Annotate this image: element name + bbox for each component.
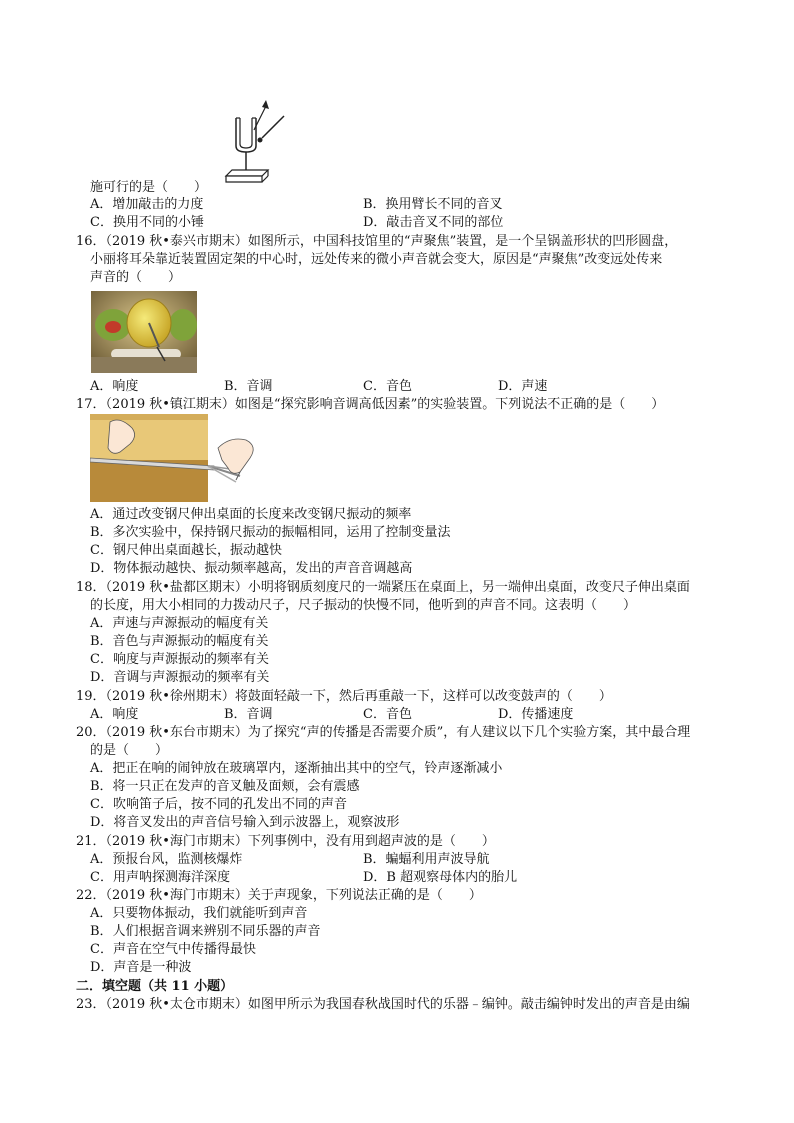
q20-option-a[interactable]: A．把正在响的闹钟放在玻璃罩内，逐渐抽出其中的空气，铃声逐渐减小 (90, 761, 503, 776)
q20-option-c[interactable]: C．吹响笛子后，按不同的孔发出不同的声音 (90, 797, 347, 812)
q16-option-c[interactable]: C．音色 (363, 379, 412, 394)
q21-option-d[interactable]: D．B 超观察母体内的胎儿 (363, 870, 518, 885)
q18-option-a[interactable]: A．声速与声源振动的幅度有关 (90, 616, 269, 631)
q16-stem-line2: 小丽将耳朵靠近装置固定架的中心时，远处传来的微小声音就会变大，原因是“声聚焦”改变远处传来 (90, 252, 663, 267)
q22-option-b[interactable]: B．人们根据音调来辨别不同乐器的声音 (90, 924, 321, 939)
q15-option-d[interactable]: D．敲击音叉不同的部位 (363, 215, 504, 230)
q20-stem-line2: 的是（ ） (90, 743, 169, 758)
q15-option-a[interactable]: A．增加敲击的力度 (90, 197, 204, 212)
q15-option-b[interactable]: B．换用臂长不同的音叉 (363, 197, 503, 212)
q18-option-d[interactable]: D．音调与声源振动的频率有关 (90, 670, 270, 685)
q23-stem-line1: 23．（2019 秋•太仓市期末）如图甲所示为我国春秋战国时代的乐器﹣编钟。敲击编钟时发出的声音是由编 (76, 997, 690, 1012)
q17-option-b[interactable]: B．多次实验中，保持钢尺振动的振幅相同，运用了控制变量法 (90, 525, 451, 540)
q16-option-b[interactable]: B．音调 (224, 379, 273, 394)
q15-option-c[interactable]: C．换用不同的小锤 (90, 215, 204, 230)
q21-option-b[interactable]: B．蝙蝠利用声波导航 (363, 852, 490, 867)
q16-option-a[interactable]: A．响度 (90, 379, 139, 394)
q15-stem-end: 施可行的是（ ） (90, 180, 208, 195)
q17-option-d[interactable]: D．物体振动越快、振动频率越高，发出的声音音调越高 (90, 561, 413, 576)
section-title-fill-in: 二．填空题（共 11 小题） (76, 979, 234, 994)
q19-option-a[interactable]: A．响度 (90, 707, 139, 722)
q19-option-d[interactable]: D．传播速度 (498, 707, 574, 722)
q16-option-d[interactable]: D．声速 (498, 379, 548, 394)
q16-stem-line3: 声音的（ ） (90, 270, 182, 285)
sound-focus-dish-photo (91, 291, 197, 373)
q22-stem-line1: 22．（2019 秋•海门市期末）关于声现象，下列说法正确的是（ ） (76, 888, 482, 903)
q20-option-d[interactable]: D．将音叉发出的声音信号输入到示波器上，观察波形 (90, 815, 400, 830)
q19-stem-line1: 19．（2019 秋•徐州期末）将鼓面轻敲一下，然后再重敲一下，这样可以改变鼓声的（ ） (76, 689, 612, 704)
q21-option-a[interactable]: A．预报台风，监测核爆炸 (90, 852, 243, 867)
q19-option-b[interactable]: B．音调 (224, 707, 273, 722)
q18-stem-line1: 18．（2019 秋•盐都区期末）小明将钢质刻度尺的一端紧压在桌面上，另一端伸出桌面，改变尺子伸出桌面 (76, 580, 690, 595)
q21-stem-line1: 21．（2019 秋•海门市期末）下列事例中，没有用到超声波的是（ ） (76, 834, 495, 849)
steel-ruler-experiment-figure (90, 414, 262, 502)
q17-option-a[interactable]: A．通过改变钢尺伸出桌面的长度来改变钢尺振动的频率 (90, 507, 412, 522)
q22-option-c[interactable]: C．声音在空气中传播得最快 (90, 942, 256, 957)
q18-option-c[interactable]: C．响度与声源振动的频率有关 (90, 652, 269, 667)
q21-option-c[interactable]: C．用声呐探测海洋深度 (90, 870, 230, 885)
q22-option-a[interactable]: A．只要物体振动，我们就能听到声音 (90, 906, 308, 921)
q22-option-d[interactable]: D．声音是一种波 (90, 960, 192, 975)
q16-stem-line1: 16．（2019 秋•泰兴市期末）如图所示，中国科技馆里的“声聚焦”装置，是一个呈锅盖形状的凹形圆盘， (76, 234, 678, 249)
q19-option-c[interactable]: C．音色 (363, 707, 412, 722)
q17-stem-line1: 17．（2019 秋•镇江期末）如图是“探究影响音调高低因素”的实验装置。下列说法不正确的是（ ） (76, 397, 665, 412)
q20-stem-line1: 20．（2019 秋•东台市期末）为了探究“声的传播是否需要介质”，有人建议以下几个实验方案，其中最合理 (76, 725, 691, 740)
q20-option-b[interactable]: B．将一只正在发声的音叉触及面颊，会有震感 (90, 779, 360, 794)
q18-stem-line2: 的长度，用大小相同的力拨动尺子，尺子振动的快慢不同，他听到的声音不同。这表明（ ） (90, 598, 637, 613)
q18-option-b[interactable]: B．音色与声源振动的幅度有关 (90, 634, 269, 649)
q17-option-c[interactable]: C．钢尺伸出桌面越长，振动越快 (90, 543, 282, 558)
tuning-fork-figure (222, 96, 294, 188)
